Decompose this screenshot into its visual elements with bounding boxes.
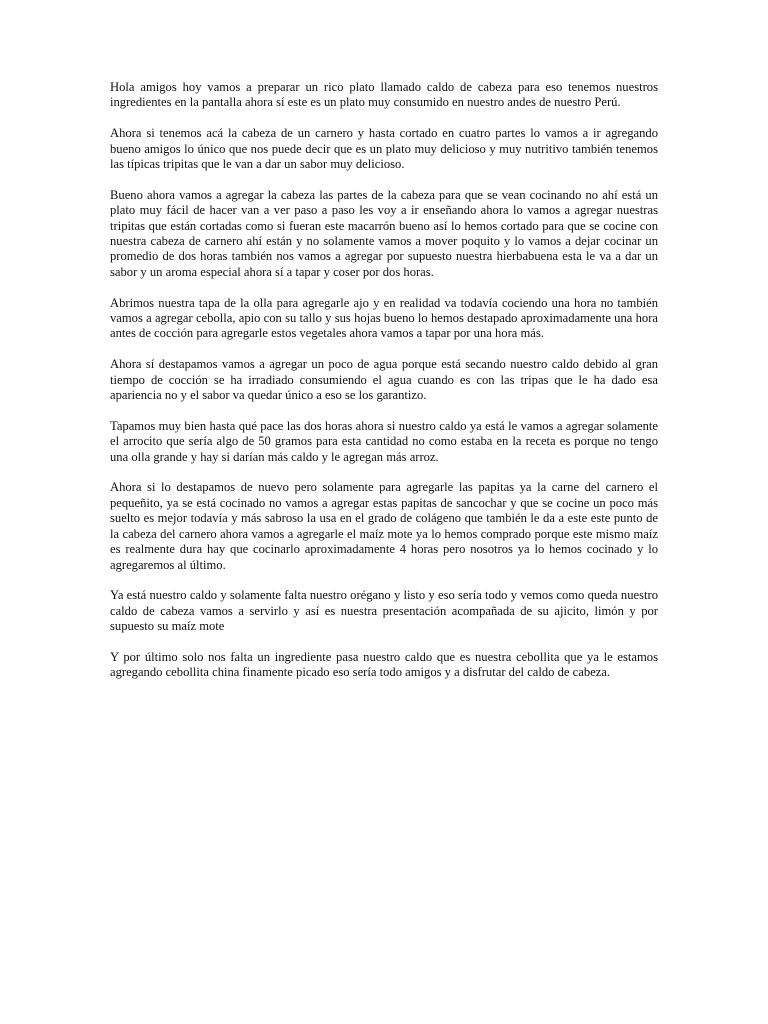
paragraph-6: Tapamos muy bien hasta qué pace las dos horas ahora si nuestro caldo ya está le vamos a agregar solamente el arrocito que sería algo de 50 gramos para esta cantidad no como estaba en la receta es porque no tengo una olla grande y hay si darían más caldo y le agregan más arroz. — [110, 418, 658, 464]
paragraph-2: Ahora si tenemos acá la cabeza de un carnero y hasta cortado en cuatro partes lo vamos a ir agregando bueno amigos lo único que nos puede decir que es un plato muy delicioso y muy nutritivo también tenemos las típicas tripitas que le van a dar un sabor muy delicioso. — [110, 126, 658, 172]
paragraph-7: Ahora si lo destapamos de nuevo pero solamente para agregarle las papitas ya la carne del carnero el pequeñito, ya se está cocinado no vamos a agregar estas papitas de sancochar y que se cocine un poco más suelto es mejor todavía y más sabroso la usa en el grado de colágeno que también le da a este este punto de la cabeza del carnero ahora vamos a agregarle el maíz mote ya lo hemos comprado porque este mismo maíz es realmente dura hay que cocinarlo aproximadamente 4 horas pero nosotros ya lo hemos cocinado y lo agregaremos al último. — [110, 480, 658, 572]
document-body — [110, 80, 658, 696]
paragraph-8: Ya está nuestro caldo y solamente falta nuestro orégano y listo y eso sería todo y vemos como queda nuestro caldo de cabeza vamos a servirlo y así es nuestra presentación acompañada de su ajicito, limón y por supuesto su maíz mote — [110, 588, 658, 634]
paragraph-4: Abrimos nuestra tapa de la olla para agregarle ajo y en realidad va todavía cociendo una hora no también vamos a agregar cebolla, apio con su tallo y sus hojas bueno lo hemos destapado aproximadamente una hora antes de cocción para agregarle estos vegetales ahora vamos a tapar por una hora más. — [110, 295, 658, 341]
paragraph-1: Hola amigos hoy vamos a preparar un rico plato llamado caldo de cabeza para eso tenemos nuestros ingredientes en la pantalla ahora sí este es un plato muy consumido en nuestro andes de nuestro Perú. — [110, 80, 658, 110]
paragraph-3: Bueno ahora vamos a agregar la cabeza las partes de la cabeza para que se vean cocinando no ahí está un plato muy fácil de hacer van a ver paso a paso les voy a ir enseñando ahora lo vamos a agregar nuestras tripitas que están cortadas como si fueran este macarrón bueno así lo hemos cortado para que se cocine con nuestra cabeza de carnero ahí están y no solamente vamos a mover poquito y lo vamos a dejar cocinar un promedio de dos horas también nos vamos a agregar por supuesto nuestra hierbabuena esta le va a dar un sabor y un aroma especial ahora sí a tapar y coser por dos horas. — [110, 187, 658, 279]
paragraph-9: Y por último solo nos falta un ingrediente pasa nuestro caldo que es nuestra cebollita que ya le estamos agregando cebollita china finamente picado eso sería todo amigos y a disfrutar del caldo de cabeza. — [110, 649, 658, 680]
paragraph-5: Ahora sí destapamos vamos a agregar un poco de agua porque está secando nuestro caldo debido al gran tiempo de cocción se ha irradiado consumiendo el agua cuando es con las tripas que le ha dado esa apariencia no y el sabor va quedar único a eso se los garantizo. — [110, 357, 658, 403]
